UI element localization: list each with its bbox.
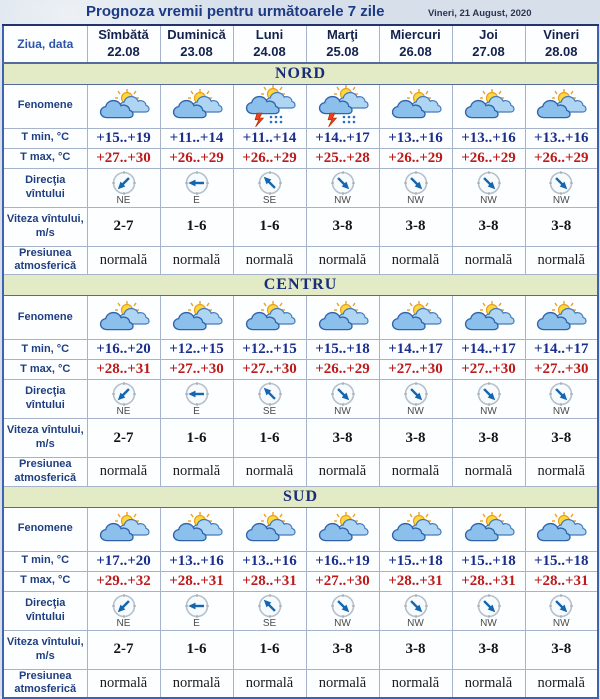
wind-direction-compass-icon xyxy=(257,593,283,619)
wind-direction-compass-icon xyxy=(476,593,502,619)
wind-direction-cell xyxy=(379,380,452,419)
wind-speed-value: 1-6 xyxy=(160,630,233,669)
day-date: 23.08 xyxy=(180,44,213,59)
temp-max-value: +28..+31 xyxy=(160,571,233,591)
row-label-pressure: Presiunea atmosferică xyxy=(3,246,87,275)
wind-direction-compass-icon xyxy=(548,170,574,196)
day-column-header xyxy=(452,25,525,63)
day-date: 26.08 xyxy=(399,44,432,59)
wind-direction-compass-icon xyxy=(184,381,210,407)
row-label-pressure: Presiunea atmosferică xyxy=(3,458,87,487)
pressure-value: normală xyxy=(233,246,306,275)
phenomena-cell xyxy=(87,296,160,340)
forecast-table xyxy=(2,24,599,699)
day-name: Marţi xyxy=(326,27,359,43)
day-name: Sîmbătă xyxy=(98,27,149,43)
temp-max-value: +27..+30 xyxy=(452,360,525,380)
day-date: 28.08 xyxy=(544,44,578,59)
pressure-value: normală xyxy=(379,458,452,487)
pressure-value: normală xyxy=(452,669,525,698)
wind-direction-cell xyxy=(306,168,379,207)
wind-direction-label: NW xyxy=(480,194,497,206)
wind-speed-value: 3-8 xyxy=(525,419,598,458)
row-label-tmax: T max, °C xyxy=(3,360,87,380)
sun-clouds-icon xyxy=(97,508,151,550)
wind-speed-value: 3-8 xyxy=(379,207,452,246)
sun-clouds-icon xyxy=(462,508,516,550)
sun-clouds-icon xyxy=(389,508,443,550)
wind-direction-label: NW xyxy=(334,617,351,629)
temp-min-value: +13..+16 xyxy=(233,551,306,571)
wind-direction-cell xyxy=(160,591,233,630)
sun-clouds-icon xyxy=(389,297,443,339)
temp-max-value: +26..+29 xyxy=(525,148,598,168)
wind-direction-cell xyxy=(379,168,452,207)
sun-clouds-icon xyxy=(97,85,151,127)
pressure-value: normală xyxy=(452,458,525,487)
wind-direction-label: NW xyxy=(552,617,570,629)
temp-max-value: +29..+32 xyxy=(87,571,160,591)
temp-max-value: +26..+29 xyxy=(452,148,525,168)
wind-direction-label: NW xyxy=(407,194,424,206)
temp-max-value: +26..+29 xyxy=(160,148,233,168)
section-header: CENTRU xyxy=(3,275,598,296)
row-label-wind-speed: Viteza vîntului, m/s xyxy=(3,630,87,669)
temp-max-value: +28..+31 xyxy=(525,571,598,591)
lightning-bolt-icon xyxy=(328,113,337,127)
row-label-phenomena: Fenomene xyxy=(3,507,87,551)
temp-max-value: +27..+30 xyxy=(379,360,452,380)
wind-direction-label: NW xyxy=(552,194,570,206)
wind-direction-label: SE xyxy=(262,617,277,629)
wind-direction-cell xyxy=(160,168,233,207)
wind-direction-cell xyxy=(306,380,379,419)
sun-clouds-icon xyxy=(170,297,224,339)
phenomena-cell xyxy=(525,296,598,340)
pressure-value: normală xyxy=(306,669,379,698)
wind-speed-value: 3-8 xyxy=(525,207,598,246)
day-column-header xyxy=(525,25,598,63)
wind-direction-label: NW xyxy=(552,406,570,417)
temp-min-value: +11..+14 xyxy=(233,128,306,148)
pressure-value: normală xyxy=(233,458,306,487)
wind-direction-label: NW xyxy=(480,617,497,629)
sun-clouds-icon xyxy=(97,297,151,339)
temp-max-value: +25..+28 xyxy=(306,148,379,168)
phenomena-cell xyxy=(379,84,452,128)
wind-direction-compass-icon xyxy=(476,170,502,196)
temp-max-value: +27..+30 xyxy=(525,360,598,380)
phenomena-cell xyxy=(233,296,306,340)
lightning-bolt-icon xyxy=(255,113,264,127)
wind-direction-cell xyxy=(87,380,160,419)
wind-direction-compass-icon xyxy=(184,593,210,619)
wind-direction-cell xyxy=(160,380,233,419)
pressure-value: normală xyxy=(452,246,525,275)
row-label-tmin: T min, °C xyxy=(3,551,87,571)
temp-max-value: +28..+31 xyxy=(379,571,452,591)
temp-min-value: +16..+20 xyxy=(87,340,160,360)
wind-direction-cell xyxy=(87,591,160,630)
temp-min-value: +14..+17 xyxy=(379,340,452,360)
temp-min-value: +14..+17 xyxy=(452,340,525,360)
wind-direction-label: NE xyxy=(116,194,131,206)
wind-direction-cell xyxy=(379,591,452,630)
day-column-header xyxy=(160,25,233,63)
pressure-value: normală xyxy=(160,246,233,275)
temp-min-value: +12..+15 xyxy=(160,340,233,360)
wind-direction-compass-icon xyxy=(257,170,283,196)
phenomena-cell xyxy=(379,296,452,340)
pressure-value: normală xyxy=(525,246,598,275)
row-label-tmin: T min, °C xyxy=(3,128,87,148)
sun-clouds-rain-lightning-icon xyxy=(243,85,297,127)
pressure-value: normală xyxy=(87,669,160,698)
wind-speed-value: 1-6 xyxy=(160,419,233,458)
wind-speed-value: 1-6 xyxy=(160,207,233,246)
day-column-header xyxy=(306,25,379,63)
temp-max-value: +28..+31 xyxy=(233,571,306,591)
row-label-wind-dir: Direcţia vîntului xyxy=(3,380,87,419)
phenomena-cell xyxy=(233,84,306,128)
day-column-header xyxy=(233,25,306,63)
temp-min-value: +16..+19 xyxy=(306,551,379,571)
wind-speed-value: 2-7 xyxy=(87,419,160,458)
row-label-phenomena: Fenomene xyxy=(3,296,87,340)
temp-min-value: +15..+18 xyxy=(306,340,379,360)
wind-direction-cell xyxy=(233,591,306,630)
wind-direction-cell xyxy=(87,168,160,207)
day-column-header xyxy=(87,25,160,63)
temp-min-value: +11..+14 xyxy=(160,128,233,148)
wind-direction-compass-icon xyxy=(330,593,356,619)
wind-speed-value: 1-6 xyxy=(233,207,306,246)
sun-clouds-icon xyxy=(170,85,224,127)
temp-max-value: +26..+29 xyxy=(233,148,306,168)
wind-direction-compass-icon xyxy=(476,381,502,407)
phenomena-cell xyxy=(306,84,379,128)
pressure-value: normală xyxy=(233,669,306,698)
day-column-header xyxy=(379,25,452,63)
pressure-value: normală xyxy=(525,458,598,487)
wind-direction-cell xyxy=(525,591,598,630)
temp-max-value: +27..+30 xyxy=(233,360,306,380)
wind-speed-value: 3-8 xyxy=(379,419,452,458)
row-label-pressure: Presiunea atmosferică xyxy=(3,669,87,698)
day-name: Miercuri xyxy=(390,27,441,43)
temp-max-value: +27..+30 xyxy=(87,148,160,168)
wind-direction-label: NW xyxy=(334,406,351,417)
pressure-value: normală xyxy=(379,669,452,698)
temp-min-value: +13..+16 xyxy=(452,128,525,148)
phenomena-cell xyxy=(160,507,233,551)
wind-speed-value: 3-8 xyxy=(452,207,525,246)
pressure-value: normală xyxy=(160,669,233,698)
wind-direction-label: SE xyxy=(262,406,277,417)
wind-direction-compass-icon xyxy=(403,593,429,619)
row-label-wind-speed: Viteza vîntului, m/s xyxy=(3,207,87,246)
wind-direction-cell xyxy=(452,591,525,630)
phenomena-cell xyxy=(160,84,233,128)
temp-min-value: +13..+16 xyxy=(160,551,233,571)
day-date: 27.08 xyxy=(472,44,505,59)
wind-direction-cell xyxy=(306,591,379,630)
phenomena-cell xyxy=(306,507,379,551)
wind-direction-label: NW xyxy=(334,194,351,206)
wind-direction-compass-icon xyxy=(257,381,283,407)
pressure-value: normală xyxy=(87,458,160,487)
title-bar xyxy=(0,0,600,24)
sun-clouds-icon xyxy=(462,297,516,339)
wind-direction-compass-icon xyxy=(548,593,574,619)
wind-speed-value: 2-7 xyxy=(87,207,160,246)
temp-max-value: +27..+30 xyxy=(160,360,233,380)
pressure-value: normală xyxy=(379,246,452,275)
row-label-tmin: T min, °C xyxy=(3,340,87,360)
day-name: Joi xyxy=(479,27,498,43)
wind-direction-cell xyxy=(525,168,598,207)
temp-min-value: +15..+18 xyxy=(379,551,452,571)
phenomena-cell xyxy=(87,84,160,128)
pressure-value: normală xyxy=(306,246,379,275)
temp-max-value: +27..+30 xyxy=(306,571,379,591)
temp-max-value: +26..+29 xyxy=(379,148,452,168)
wind-speed-value: 2-7 xyxy=(87,630,160,669)
wind-speed-value: 1-6 xyxy=(233,630,306,669)
wind-direction-compass-icon xyxy=(111,381,137,407)
row-label-tmax: T max, °C xyxy=(3,571,87,591)
phenomena-cell xyxy=(452,84,525,128)
wind-direction-label: E xyxy=(193,194,200,206)
temp-min-value: +13..+16 xyxy=(379,128,452,148)
wind-speed-value: 3-8 xyxy=(525,630,598,669)
row-label-tmax: T max, °C xyxy=(3,148,87,168)
wind-direction-label: E xyxy=(193,617,200,629)
sun-clouds-icon xyxy=(389,85,443,127)
sun-clouds-icon xyxy=(534,508,588,550)
wind-direction-compass-icon xyxy=(330,170,356,196)
day-date: 25.08 xyxy=(326,44,359,59)
sun-clouds-icon xyxy=(243,297,297,339)
corner-label: Ziua, data xyxy=(3,25,87,63)
sun-clouds-icon xyxy=(534,297,588,339)
wind-direction-compass-icon xyxy=(403,170,429,196)
phenomena-cell xyxy=(452,507,525,551)
phenomena-cell xyxy=(379,507,452,551)
temp-min-value: +17..+20 xyxy=(87,551,160,571)
wind-direction-compass-icon xyxy=(548,381,574,407)
wind-speed-value: 3-8 xyxy=(452,630,525,669)
wind-direction-compass-icon xyxy=(330,381,356,407)
temp-min-value: +14..+17 xyxy=(306,128,379,148)
phenomena-cell xyxy=(233,507,306,551)
temp-min-value: +12..+15 xyxy=(233,340,306,360)
row-label-wind-dir: Direcţia vîntului xyxy=(3,591,87,630)
row-label-wind-speed: Viteza vîntului, m/s xyxy=(3,419,87,458)
wind-direction-label: NW xyxy=(407,406,424,417)
wind-direction-cell xyxy=(233,380,306,419)
phenomena-cell xyxy=(87,507,160,551)
wind-direction-label: NE xyxy=(116,617,131,629)
sun-clouds-icon xyxy=(170,508,224,550)
pressure-value: normală xyxy=(525,669,598,698)
wind-direction-label: NE xyxy=(116,406,131,417)
day-name: Duminică xyxy=(167,27,226,43)
day-name: Luni xyxy=(255,27,284,43)
wind-speed-value: 3-8 xyxy=(306,207,379,246)
wind-speed-value: 1-6 xyxy=(233,419,306,458)
pressure-value: normală xyxy=(87,246,160,275)
phenomena-cell xyxy=(452,296,525,340)
row-label-phenomena: Fenomene xyxy=(3,84,87,128)
row-label-wind-dir: Direcţia vîntului xyxy=(3,168,87,207)
day-date: 24.08 xyxy=(253,44,286,59)
wind-direction-compass-icon xyxy=(403,381,429,407)
wind-speed-value: 3-8 xyxy=(306,630,379,669)
temp-max-value: +26..+29 xyxy=(306,360,379,380)
wind-direction-label: E xyxy=(193,406,200,417)
wind-direction-compass-icon xyxy=(111,170,137,196)
pressure-value: normală xyxy=(306,458,379,487)
sun-clouds-icon xyxy=(316,297,370,339)
wind-direction-label: SE xyxy=(262,194,277,206)
wind-direction-cell xyxy=(233,168,306,207)
wind-direction-compass-icon xyxy=(184,170,210,196)
sun-clouds-icon xyxy=(534,85,588,127)
wind-speed-value: 3-8 xyxy=(452,419,525,458)
day-name: Vineri xyxy=(543,27,580,43)
wind-speed-value: 3-8 xyxy=(306,419,379,458)
sun-clouds-icon xyxy=(316,508,370,550)
temp-min-value: +15..+18 xyxy=(525,551,598,571)
temp-min-value: +14..+17 xyxy=(525,340,598,360)
pressure-value: normală xyxy=(160,458,233,487)
forecast-issue-date: Vineri, 21 August, 2020 xyxy=(428,8,532,19)
sun-clouds-icon xyxy=(243,508,297,550)
phenomena-cell xyxy=(306,296,379,340)
wind-direction-label: NW xyxy=(407,617,424,629)
wind-direction-label: NW xyxy=(480,406,497,417)
temp-min-value: +15..+18 xyxy=(452,551,525,571)
wind-direction-cell xyxy=(525,380,598,419)
temp-min-value: +13..+16 xyxy=(525,128,598,148)
phenomena-cell xyxy=(525,507,598,551)
phenomena-cell xyxy=(160,296,233,340)
day-date: 22.08 xyxy=(107,44,140,59)
phenomena-cell xyxy=(525,84,598,128)
temp-max-value: +28..+31 xyxy=(452,571,525,591)
temp-min-value: +15..+19 xyxy=(87,128,160,148)
wind-direction-cell xyxy=(452,380,525,419)
wind-direction-cell xyxy=(452,168,525,207)
wind-speed-value: 3-8 xyxy=(379,630,452,669)
section-header: SUD xyxy=(3,486,598,507)
wind-direction-compass-icon xyxy=(111,593,137,619)
section-header: NORD xyxy=(3,63,598,84)
sun-clouds-rain-lightning-icon xyxy=(316,85,370,127)
page-title: Prognoza vremii pentru următoarele 7 zile xyxy=(86,3,385,20)
temp-max-value: +28..+31 xyxy=(87,360,160,380)
sun-clouds-icon xyxy=(462,85,516,127)
